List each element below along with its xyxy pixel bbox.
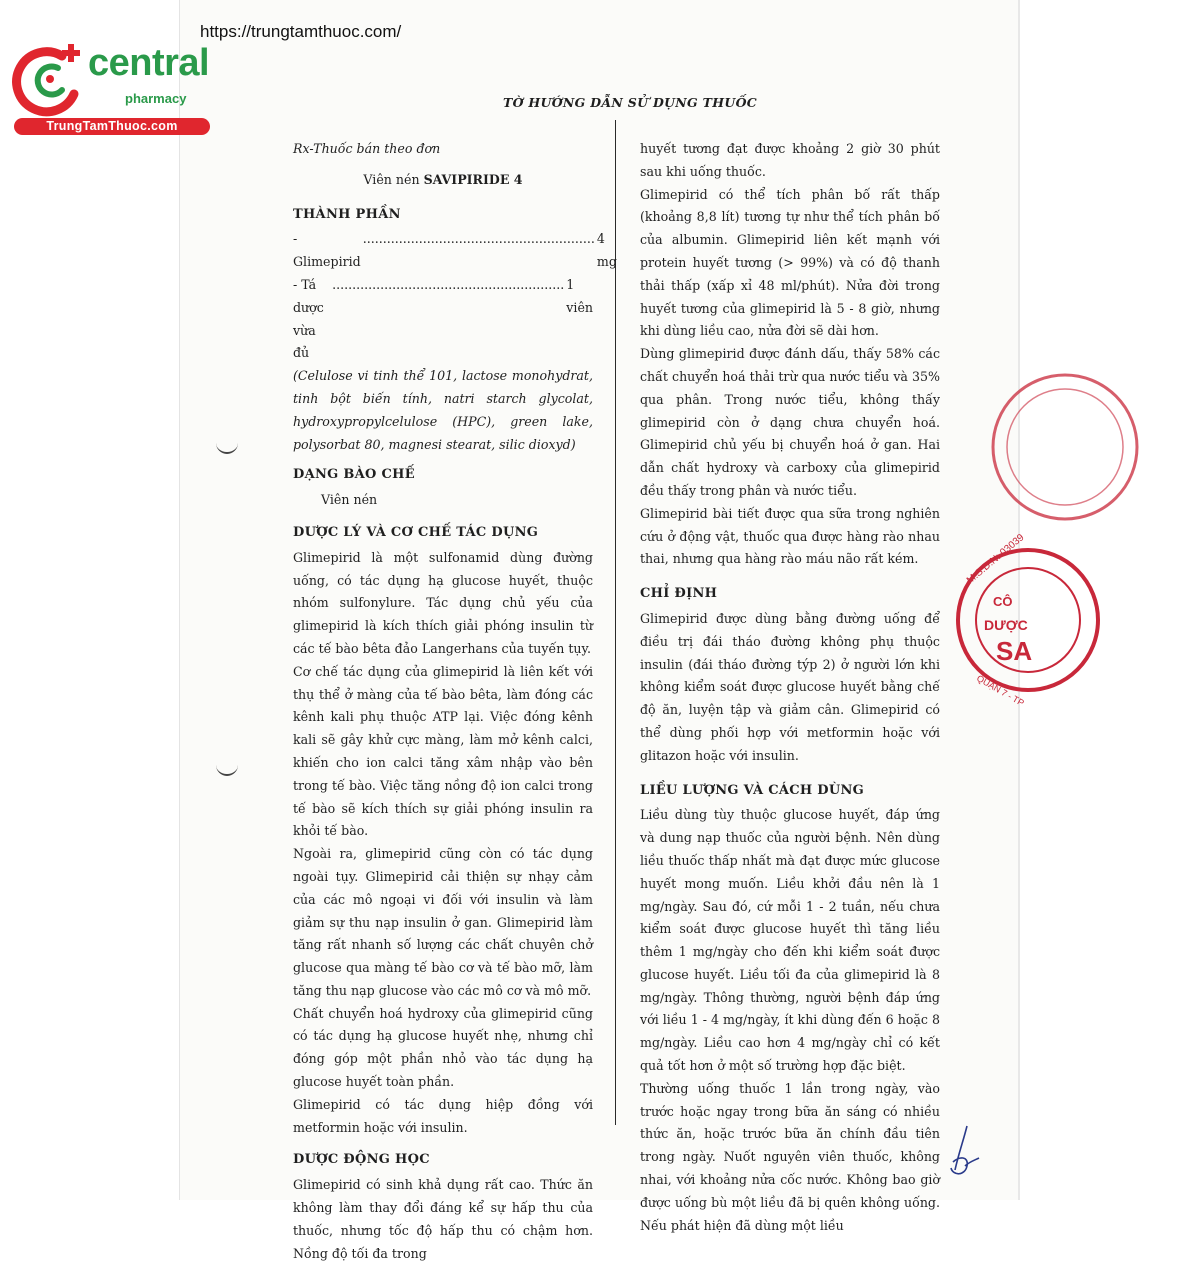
excipients-text: (Celulose vi tinh thể 101, lactose monohydrat, tinh bột biến tính, natri starch glycolat, hydroxypropylcelulose (HPC), green lake, polysorbat 80, magnesi stearat, silic dioxyd) [293, 368, 593, 452]
paragraph: Thường uống thuốc 1 lần trong ngày, vào trước hoặc ngay trong bữa ăn sáng có nhiều thức ăn, hoặc trước bữa ăn chính đầu tiên trong ngày. Nuốt nguyên viên thuốc, không nhai, với khoảng nửa cốc nước. Không bao giờ được uống bù một liều đã bị quên không uống. Nếu phát hiện đã dùng một liều [640, 1080, 940, 1233]
red-stamp-icon [990, 372, 1050, 522]
comp-dots: .......................................................... [362, 231, 595, 247]
logo-subtitle: pharmacy [125, 91, 187, 106]
form-value: Viên nén [321, 492, 378, 508]
rx-label: Rx-Thuốc bán theo đơn [293, 141, 441, 156]
source-url[interactable]: https://trungtamthuoc.com/ [200, 22, 402, 41]
composition-row [293, 274, 593, 365]
paragraph: Glimepirid được dùng bằng đường uống để điều trị đái tháo đường không phụ thuộc insulin (đái tháo đường týp 2) ở người lớn khi không kiểm soát được glucose huyết bằng chế độ ăn, luyện tập và giảm cân. Glimepirid có thể dùng phối hợp với metformin hoặc với glitazon hoặc với insulin. [640, 610, 940, 763]
left-column [293, 138, 617, 1265]
paragraph: Cơ chế tác dụng của glimepirid là liên kết với thụ thể ở màng của tế bào bêta, làm đóng các kênh kali phụ thuộc ATP lại. Việc đóng kênh kali sẽ gây khử cực màng, làm mở kênh calci, khiến cho ion calci tăng xâm nhập vào bên trong tế bào. Việc tăng nồng độ ion calci trong tế bào sẽ kích thích sự giải phóng insulin ra khỏi tế bào. [293, 663, 593, 839]
composition-row [293, 228, 617, 274]
svg-text:M.S.D.N: 03039: M.S.D.N: 03039 [964, 532, 1027, 587]
comp-name: - Tá dược vừa đủ [293, 276, 324, 361]
svg-text:QUẬN 7 - TP: QUẬN 7 - TP [975, 673, 1026, 709]
paragraph: Ngoài ra, glimepirid cũng còn có tác dụng ngoài tụy. Glimepirid cải thiện sự nhạy cảm của các mô ngoại vi đối với insulin và làm giảm sự thu nạp insulin ở gan. Glimepirid làm tăng rất nhanh số lượng các chất chuyên chở glucose qua màng tế bào cơ và tế bào mỡ, làm tăng thu nạp glucose vào các mô cơ và mô mỡ. [293, 846, 593, 998]
document-title: TỜ HƯỚNG DẪN SỬ DỤNG THUỐC [502, 95, 758, 110]
paragraph: Chất chuyển hoá hydroxy của glimepirid cũng có tác dụng hạ glucose huyết nhẹ, nhưng chỉ đóng góp một phần nhỏ vào tác dụng hạ glucose huyết toàn phần. [293, 1005, 593, 1090]
paragraph: Liều dùng tùy thuộc glucose huyết, đáp ứng và dung nạp thuốc của người bệnh. Nên dùng liều thuốc thấp nhất mà đạt được mức glucose huyết mong muốn. Liều khởi đầu nên là 1 mg/ngày. Sau đó, cứ mỗi 1 - 2 tuần, nếu chưa kiểm soát được glucose huyết thì tăng liều thêm 1 mg/ngày cho đến khi kiểm soát được glucose huyết. Liều tối đa của glimepirid là 8 mg/ngày. Thông thường, người bệnh đáp ứng với liều 1 - 4 mg/ngày, ít khi dùng đến 6 hoặc 8 mg/ngày. Liều cao hơn 4 mg/ngày chỉ có kết quả tốt hơn ở một số trường hợp đặc biệt. [640, 807, 940, 1074]
paragraph: Dùng glimepirid được đánh dấu, thấy 58% các chất chuyển hoá thải trừ qua nước tiểu và 35% qua phân. Trong nước tiểu, không thấy glimepirid còn ở dạng chưa chuyển hoá. Glimepirid chủ yếu bị chuyển hoá ở gan. Hai dẫn chất hydroxy và carboxy của glimepirid đều thấy trong phân và nước tiểu. [640, 346, 940, 498]
composition-heading: THÀNH PHẦN [293, 206, 401, 222]
svg-text:SA: SA [996, 636, 1033, 666]
dosage-heading: LIỀU LƯỢNG VÀ CÁCH DÙNG [640, 782, 865, 798]
logo-brand-text: central [88, 42, 210, 84]
svg-text:DƯỢC: DƯỢC [984, 617, 1028, 633]
paragraph: Glimepirid có sinh khả dụng rất cao. Thức ăn không làm thay đổi đáng kể sự hấp thu của thuốc, nhưng tốc độ hấp thu có chậm hơn. Nồng độ tối đa trong [293, 1177, 593, 1261]
indication-heading: CHỈ ĐỊNH [640, 586, 718, 602]
pharmacology-heading: DƯỢC LÝ VÀ CƠ CHẾ TÁC DỤNG [293, 524, 539, 540]
product-name: SAVIPIRIDE 4 [423, 171, 523, 187]
paragraph: Glimepirid là một sulfonamid dùng đường uống, có tác dụng hạ glucose huyết, thuộc nhóm sulfonylure. Tác dụng chủ yếu của glimepirid là kích thích giải phóng insulin từ các tế bào bêta đảo Langerhans của tuyến tụy. [293, 549, 593, 656]
product-line [293, 169, 593, 192]
comp-value: 4 mg [596, 231, 617, 270]
paragraph: Glimepirid bài tiết được qua sữa trong nghiên cứu ở động vật, thuốc qua được hàng rào nhau thai, nhưng qua hàng rào máu não rất kém. [640, 505, 940, 567]
paragraph: Glimepirid có thể tích phân bố rất thấp (khoảng 8,8 lít) tương tự như thể tích phân bố của albumin. Glimepirid liên kết mạnh với protein huyết tương (> 99%) và có độ thanh thải thấp (xấp xỉ 48 ml/phút). Nửa đời trong huyết tương của glimepirid là 5 - 8 giờ, nhưng khi dùng liều cao, nửa đời sẽ dài hơn. [640, 186, 940, 339]
signature-icon [945, 1122, 985, 1182]
form-heading: DẠNG BÀO CHẾ [293, 467, 415, 483]
comp-value: 1 viên [566, 276, 594, 315]
comp-dots: .......................................................... [332, 276, 565, 292]
pharmacokinetics-heading: DƯỢC ĐỘNG HỌC [293, 1152, 430, 1168]
paragraph: Glimepirid có tác dụng hiệp đồng với metformin hoặc với insulin. [293, 1096, 593, 1135]
paragraph: huyết tương đạt được khoảng 2 giờ 30 phút sau khi uống thuốc. [640, 141, 940, 179]
comp-name: - Glimepirid [293, 231, 361, 270]
logo-website-bar[interactable]: TrungTamThuoc.com [14, 118, 210, 135]
logo-mark-icon [10, 38, 90, 118]
svg-text:CÔ: CÔ [993, 594, 1013, 609]
product-prefix: Viên nén [363, 171, 424, 187]
company-stamp-icon [948, 532, 1033, 709]
right-column [640, 138, 940, 1237]
